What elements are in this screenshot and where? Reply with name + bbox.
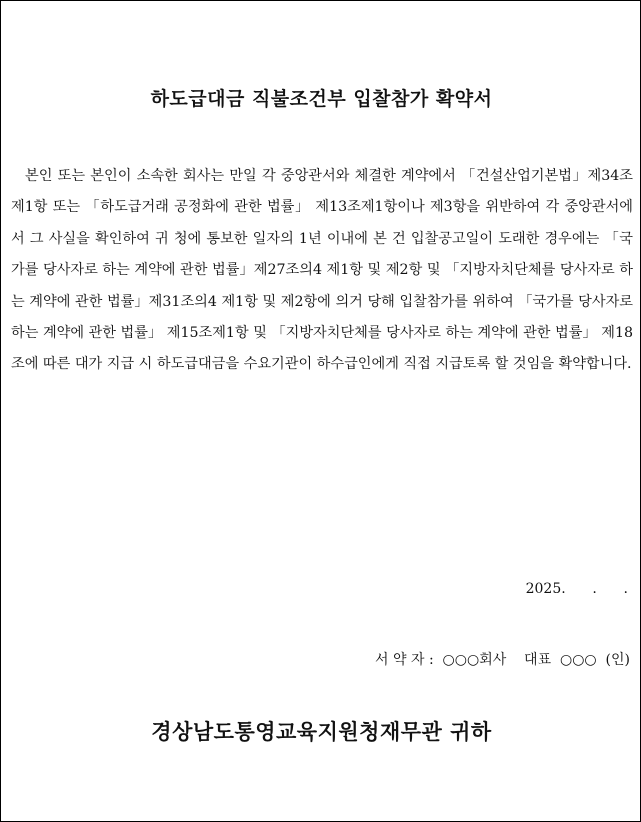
document-title: 하도급대금 직불조건부 입찰참가 확약서 bbox=[150, 88, 493, 110]
signer-line: 서 약 자 : ○○○회사 대표 ○○○ (인) bbox=[375, 652, 630, 668]
date-line: 2025. . . bbox=[525, 581, 628, 597]
recipient-line: 경상남도통영교육지원청재무관 귀하 bbox=[151, 719, 492, 744]
pledge-body-text: 본인 또는 본인이 소속한 회사는 만일 각 중앙관서와 체결한 계약에서 「건설산업기본법」제34조제1항 또는 「하도급거래 공정화에 관한 법률」 제13조제1항이나 제3항을 위반하여 각 중앙관서에서 그 사실을 확인하여 귀 청에 통보한 일자의 1년 이내에 본 건 입찰공고일이 도래한 경우에는 「국가를 당사자로 하는 계약에 관한 법률」제27조의4 제1항 및 제2항 및 「지방자치단체를 당사자로 하는 계약에 관한 법률」제31조의4 제1항 및 제2항에 의거 당해 입찰참가를 위하여 「국가를 당사자로 하는 계약에 관한 법률」 제15조제1항 및 「지방자치단체를 당사자로 하는 계약에 관한 법률」 제18조에 따른 대가 지급 시 하도급대금을 수요기관이 하수급인에게 직접 지급토록 할 것임을 확약합니다. bbox=[11, 168, 633, 373]
